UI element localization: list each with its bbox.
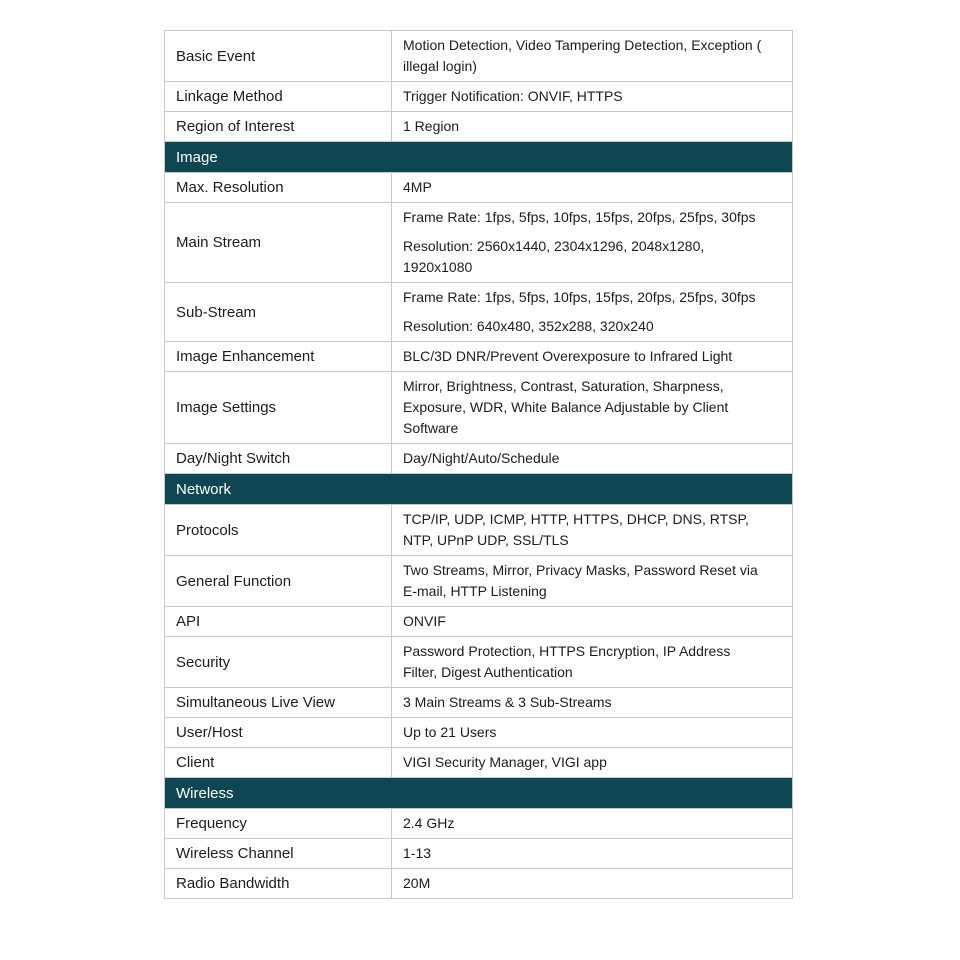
row-label: Protocols <box>165 505 392 555</box>
row-value <box>392 283 792 341</box>
value-paragraph: VIGI Security Manager, VIGI app <box>403 754 607 770</box>
table-row-main-stream <box>165 203 792 283</box>
value-paragraph: 4MP <box>403 179 432 195</box>
row-value <box>392 505 792 555</box>
value-paragraph: 3 Main Streams & 3 Sub-Streams <box>403 694 612 710</box>
row-label: Image Enhancement <box>165 342 392 371</box>
value-paragraph: Trigger Notification: ONVIF, HTTPS <box>403 88 623 104</box>
table-row-linkage-method <box>165 82 792 112</box>
row-label: Simultaneous Live View <box>165 688 392 717</box>
table-row-api <box>165 607 792 637</box>
table-row-max-resolution <box>165 173 792 203</box>
row-label: Image Settings <box>165 372 392 443</box>
section-header-wireless <box>165 778 792 809</box>
value-paragraph: 1 Region <box>403 118 460 134</box>
row-value <box>392 607 792 636</box>
row-value <box>392 688 792 717</box>
section-title: Network <box>176 481 232 498</box>
value-paragraph: Resolution: 2560x1440, 2304x1296, 2048x1280, 1920x1080 <box>403 238 705 275</box>
row-value <box>392 112 792 141</box>
row-label: Max. Resolution <box>165 173 392 202</box>
row-value <box>392 31 792 81</box>
row-value <box>392 809 792 838</box>
table-row-region-of-interest <box>165 112 792 142</box>
table-row-security <box>165 637 792 688</box>
value-paragraph: Up to 21 Users <box>403 724 497 740</box>
value-paragraph: BLC/3D DNR/Prevent Overexposure to Infrared Light <box>403 348 733 364</box>
row-label: Radio Bandwidth <box>165 869 392 898</box>
table-row-sub-stream <box>165 283 792 342</box>
section-title: Image <box>176 149 218 166</box>
row-value <box>392 869 792 898</box>
row-label: Client <box>165 748 392 777</box>
table-row-frequency <box>165 809 792 839</box>
section-header-network <box>165 474 792 505</box>
value-paragraph: Frame Rate: 1fps, 5fps, 10fps, 15fps, 20fps, 25fps, 30fps <box>403 209 756 225</box>
row-value <box>392 637 792 687</box>
row-label: General Function <box>165 556 392 606</box>
table-row-user-host <box>165 718 792 748</box>
value-paragraph: Two Streams, Mirror, Privacy Masks, Password Reset via E-mail, HTTP Listening <box>403 562 758 599</box>
row-label: Main Stream <box>165 203 392 282</box>
value-paragraph: 1-13 <box>403 845 432 861</box>
row-value <box>392 444 792 473</box>
value-paragraph: Resolution: 640x480, 352x288, 320x240 <box>403 318 654 334</box>
row-value <box>392 748 792 777</box>
table-row-protocols <box>165 505 792 556</box>
value-paragraph: Mirror, Brightness, Contrast, Saturation, Sharpness, Exposure, WDR, White Balance Adjustable by Client Software <box>403 378 729 436</box>
row-value <box>392 372 792 443</box>
row-value <box>392 556 792 606</box>
value-paragraph: Motion Detection, Video Tampering Detection, Exception ( illegal login) <box>403 37 762 74</box>
table-row-basic-event <box>165 31 792 82</box>
spec-table <box>164 30 793 899</box>
row-value <box>392 839 792 868</box>
section-header-image <box>165 142 792 173</box>
row-value <box>392 718 792 747</box>
row-label: Linkage Method <box>165 82 392 111</box>
value-paragraph: ONVIF <box>403 613 446 629</box>
row-label: API <box>165 607 392 636</box>
value-paragraph: 2.4 GHz <box>403 815 455 831</box>
value-paragraph: Frame Rate: 1fps, 5fps, 10fps, 15fps, 20fps, 25fps, 30fps <box>403 289 756 305</box>
value-paragraph: 20M <box>403 875 431 891</box>
value-paragraph: TCP/IP, UDP, ICMP, HTTP, HTTPS, DHCP, DNS, RTSP, NTP, UPnP UDP, SSL/TLS <box>403 511 749 548</box>
row-label: Frequency <box>165 809 392 838</box>
row-label: Security <box>165 637 392 687</box>
section-title: Wireless <box>176 785 234 802</box>
table-row-wireless-channel <box>165 839 792 869</box>
row-label: Sub-Stream <box>165 283 392 341</box>
row-value <box>392 173 792 202</box>
row-label: Basic Event <box>165 31 392 81</box>
table-row-simultaneous-live-view <box>165 688 792 718</box>
table-row-day-night-switch <box>165 444 792 474</box>
row-value <box>392 342 792 371</box>
row-label: Day/Night Switch <box>165 444 392 473</box>
row-label: Wireless Channel <box>165 839 392 868</box>
table-row-image-settings <box>165 372 792 444</box>
value-paragraph: Password Protection, HTTPS Encryption, IP Address Filter, Digest Authentication <box>403 643 731 680</box>
row-label: Region of Interest <box>165 112 392 141</box>
table-row-image-enhancement <box>165 342 792 372</box>
table-row-client <box>165 748 792 778</box>
value-paragraph: Day/Night/Auto/Schedule <box>403 450 560 466</box>
table-row-general-function <box>165 556 792 607</box>
row-value <box>392 203 792 282</box>
table-row-radio-bandwidth <box>165 869 792 898</box>
row-label: User/Host <box>165 718 392 747</box>
row-value <box>392 82 792 111</box>
